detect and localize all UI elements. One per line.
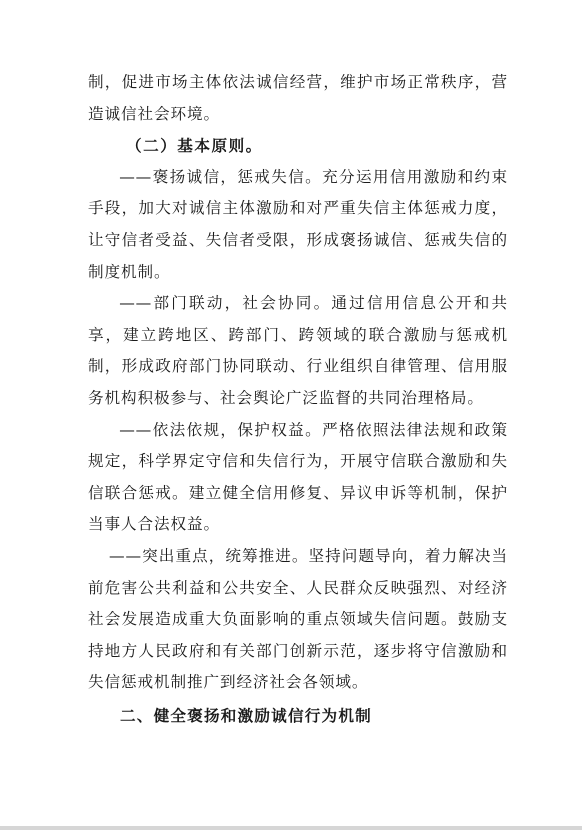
paragraph-principle-lawful-protection: ——依法依规，保护权益。严格依照法律法规和政策规定，科学界定守信和失信行为，开展守信联合激励和失信联合惩戒。建立健全信用修复、异议申诉等机制，保护当事人合法权益。 — [88, 420, 508, 534]
paragraph-principle-key-focus: ——突出重点，统筹推进。坚持问题导向，着力解决当前危害公共利益和公共安全、人民群众反映强烈、对经济社会发展造成重大负面影响的重点领域失信问题。鼓励支持地方人民政府和有关部门创新示范，逐步将守信激励和失信惩戒机制推广到经济社会各领域。 — [88, 546, 508, 692]
page-bottom-edge — [0, 826, 582, 830]
subheading-basic-principles: （二）基本原则。 — [126, 136, 263, 156]
document-body — [88, 67, 508, 732]
paragraph-intro-continuation: 制，促进市场主体依法诚信经营，维护市场正常秩序，营造诚信社会环境。 — [88, 73, 508, 123]
paragraph-principle-department-linkage: ——部门联动，社会协同。通过信用信息公开和共享，建立跨地区、跨部门、跨领域的联合激励与惩戒机制，形成政府部门协同联动、行业组织自律管理、信用服务机构积极参与、社会舆论广泛监督的共同治理格局。 — [88, 294, 508, 407]
paragraph-principle-praise-integrity: ——褒扬诚信，惩戒失信。充分运用信用激励和约束手段，加大对诚信主体激励和对严重失信主体惩戒力度，让守信者受益、失信者受限，形成褒扬诚信、惩戒失信的制度机制。 — [88, 167, 508, 281]
section-heading-integrity-incentives: 二、健全褒扬和激励诚信行为机制 — [120, 706, 372, 725]
